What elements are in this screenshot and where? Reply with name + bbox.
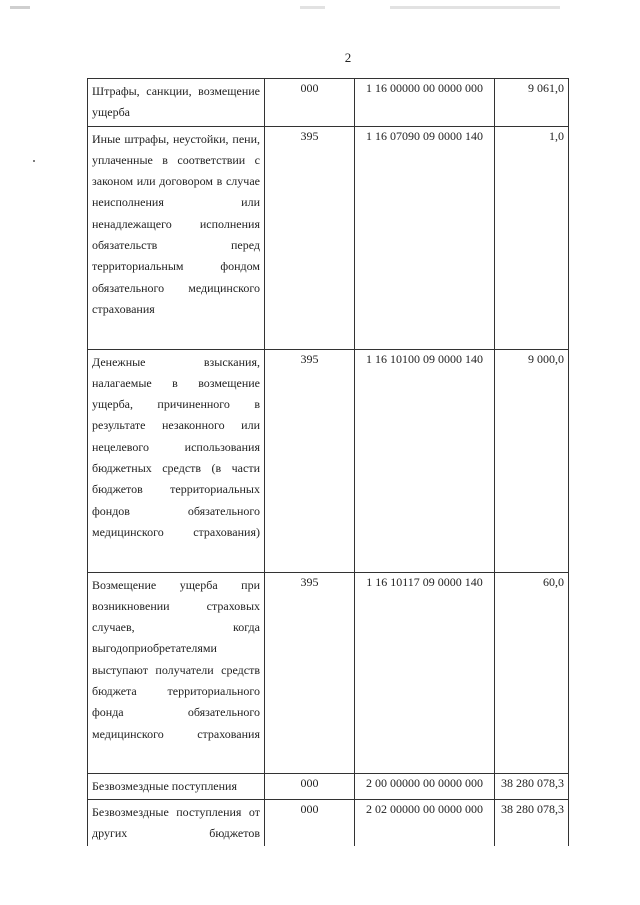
row-name: Безвозмездные поступления от других бюджетов — [88, 799, 265, 846]
row-amount: 9 000,0 — [495, 349, 569, 572]
row-admin-code: 000 — [265, 79, 355, 127]
scan-artifact — [390, 6, 560, 9]
row-admin-code: 395 — [265, 349, 355, 572]
row-amount: 38 280 078,3 — [495, 773, 569, 799]
row-amount: 60,0 — [495, 572, 569, 773]
table-row — [88, 799, 569, 846]
row-amount: 1,0 — [495, 126, 569, 349]
row-amount: 9 061,0 — [495, 79, 569, 127]
table-row — [88, 572, 569, 773]
row-budget-code: 1 16 07090 09 0000 140 — [355, 126, 495, 349]
scan-artifact — [10, 6, 30, 9]
table-row — [88, 79, 569, 127]
row-name: Безвозмездные поступления — [88, 773, 265, 799]
row-budget-code: 1 16 10100 09 0000 140 — [355, 349, 495, 572]
row-name: Денежные взыскания, налагаемые в возмещение ущерба, причиненного в результате незаконного или нецелевого использования бюджетных средств (в части бюджетов территориальных фондов обязательного медицинского страхования) — [88, 349, 265, 572]
table-row — [88, 349, 569, 572]
row-admin-code: 000 — [265, 799, 355, 846]
stray-mark — [33, 160, 35, 162]
row-name: Штрафы, санкции, возмещение ущерба — [88, 79, 265, 127]
row-admin-code: 395 — [265, 126, 355, 349]
row-budget-code: 1 16 00000 00 0000 000 — [355, 79, 495, 127]
row-budget-code: 2 02 00000 00 0000 000 — [355, 799, 495, 846]
table-row — [88, 126, 569, 349]
row-admin-code: 000 — [265, 773, 355, 799]
budget-revenue-table — [87, 78, 569, 846]
row-name: Иные штрафы, неустойки, пени, уплаченные в соответствии с законом или договором в случае неисполнения или ненадлежащего исполнения обязательств перед территориальным фондом обязательного медицинского страхования — [88, 126, 265, 349]
row-admin-code: 395 — [265, 572, 355, 773]
scan-artifact — [300, 6, 325, 9]
row-name: Возмещение ущерба при возникновении страховых случаев, когда выгодоприобретателями выступают получатели средств бюджета территориального фонда обязательного медицинского страхования — [88, 572, 265, 773]
row-budget-code: 2 00 00000 00 0000 000 — [355, 773, 495, 799]
page-number: 2 — [344, 50, 352, 65]
table-row — [88, 773, 569, 799]
row-budget-code: 1 16 10117 09 0000 140 — [355, 572, 495, 773]
row-amount: 38 280 078,3 — [495, 799, 569, 846]
